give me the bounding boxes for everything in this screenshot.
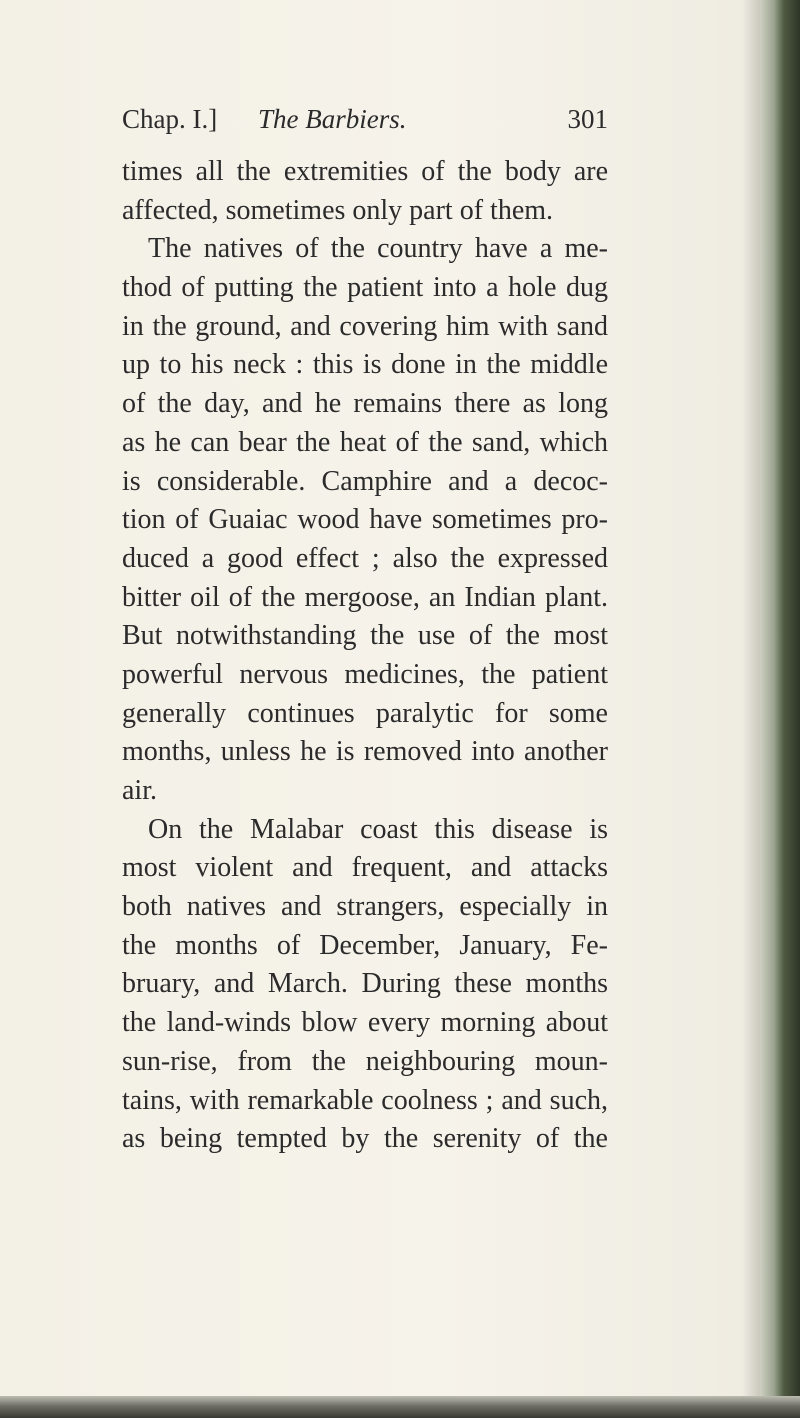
chapter-label: Chap. I.] — [122, 104, 218, 134]
text-line: thod of putting the patient into a hole dug — [122, 272, 608, 304]
text-line: the land-winds blow every morning about — [122, 1007, 608, 1039]
text-line: duced a good effect ; also the expressed — [122, 542, 608, 574]
body-text — [122, 153, 608, 1159]
page-number: 301 — [567, 104, 608, 134]
text-line: in the ground, and covering him with sand — [122, 310, 608, 342]
text-line: tion of Guaiac wood have sometimes pro- — [122, 504, 608, 536]
text-line: sun-rise, from the neighbouring moun- — [122, 1045, 608, 1077]
text-line: The natives of the country have a me- — [148, 233, 608, 265]
text-line: On the Malabar coast this disease is — [148, 813, 608, 845]
text-line: generally continues paralytic for some — [122, 697, 608, 729]
page-bottom-edge — [0, 1396, 800, 1418]
text-line: times all the extremities of the body are — [122, 156, 608, 187]
text-line: air. — [122, 775, 157, 806]
text-line: months, unless he is removed into another — [122, 736, 608, 768]
running-header — [122, 104, 608, 144]
text-line: both natives and strangers, especially in — [122, 891, 608, 923]
text-line: tains, with remarkable coolness ; and such, — [122, 1084, 608, 1116]
text-line: of the day, and he remains there as long — [122, 388, 608, 420]
text-line: as being tempted by the serenity of the — [122, 1123, 608, 1155]
text-line: is considerable. Camphire and a decoc- — [122, 465, 608, 497]
text-line: the months of December, January, Fe- — [122, 929, 608, 961]
page-edge-shadow — [742, 0, 760, 1418]
text-line: bruary, and March. During these months — [122, 968, 608, 1000]
text-line: powerful nervous medicines, the patient — [122, 658, 608, 690]
text-line: bitter oil of the mergoose, an Indian plant. — [122, 581, 608, 613]
text-line: most violent and frequent, and attacks — [122, 852, 608, 884]
text-line: affected, sometimes only part of them. — [122, 194, 554, 226]
text-line: But notwithstanding the use of the most — [122, 620, 608, 652]
text-line: as he can bear the heat of the sand, which — [122, 426, 608, 458]
text-line: up to his neck : this is done in the middle — [122, 349, 608, 381]
running-title: The Barbiers. — [258, 104, 407, 134]
book-binding-edge — [760, 0, 800, 1418]
